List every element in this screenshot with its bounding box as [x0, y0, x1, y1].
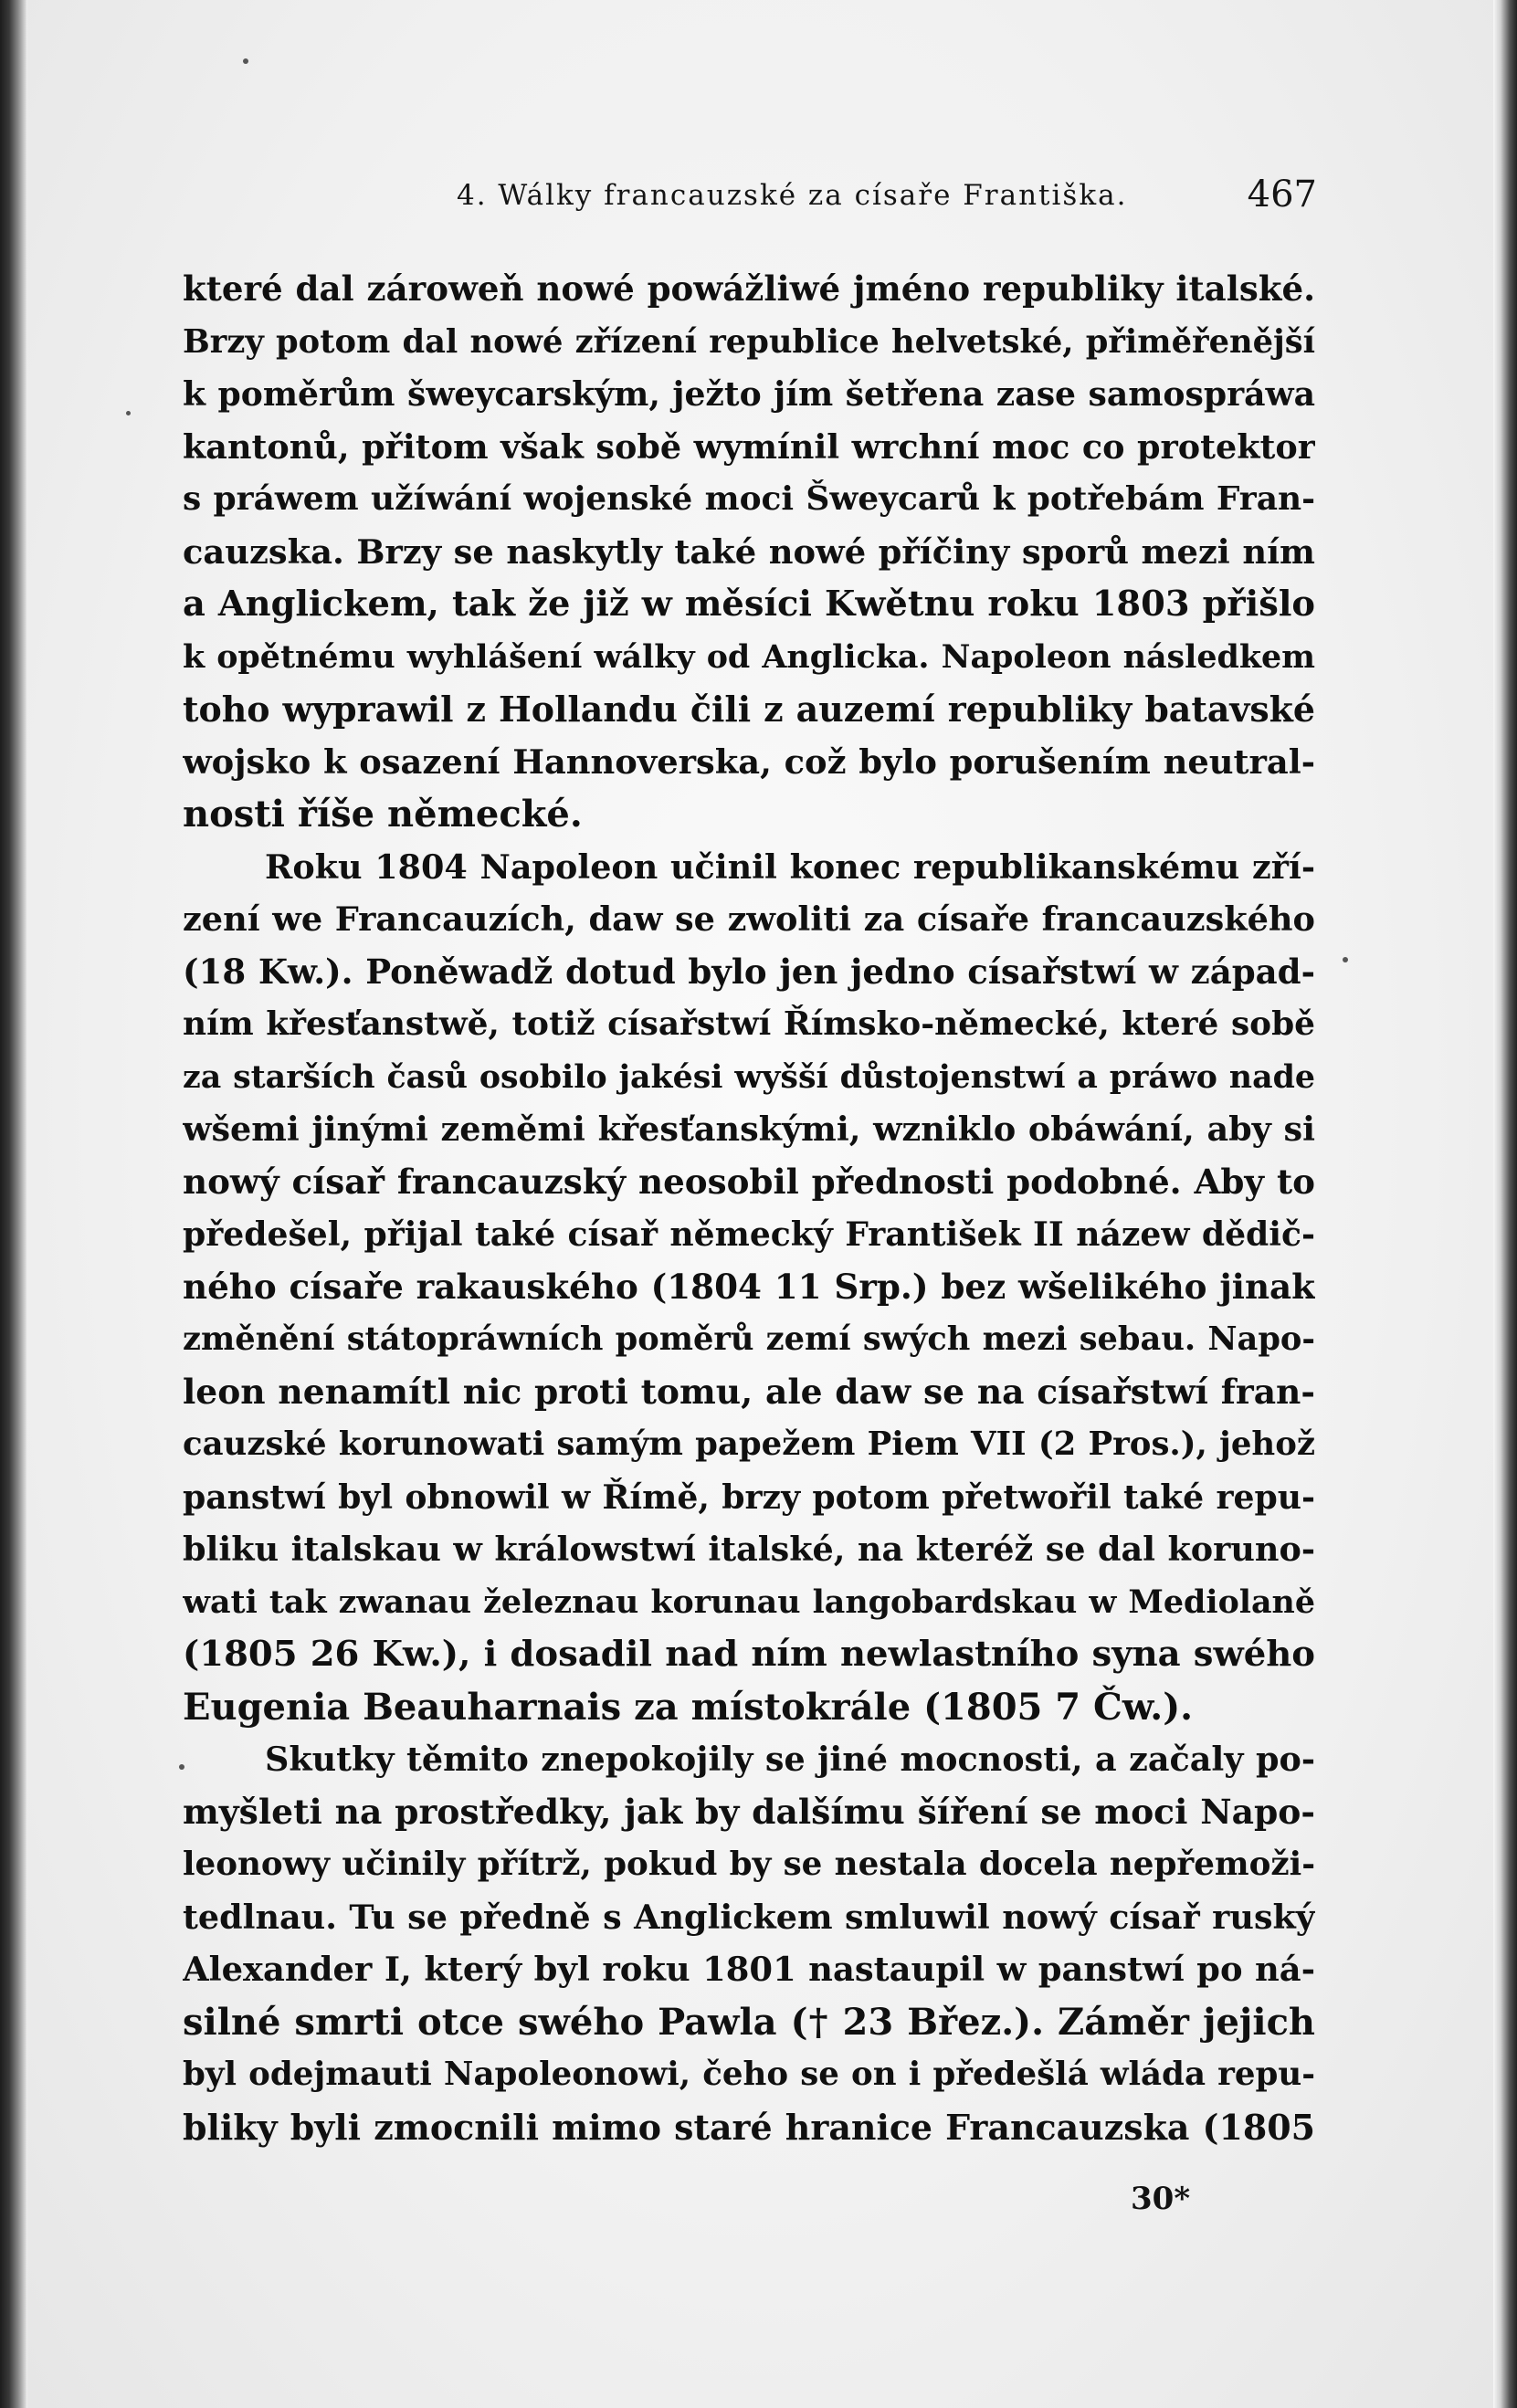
text-line: wati tak zwanau železnau korunau langobardskau w Mediolaně: [183, 1583, 1315, 1621]
running-head: 4. Wálky francauzské za císaře Františka.: [457, 179, 1128, 212]
text-line: nowý císař francauzský neosobil přednosti podobné. Aby to: [183, 1161, 1315, 1202]
text-line: tedlnau. Tu se předně s Anglickem smluwil nowý císař ruský: [183, 1897, 1315, 1937]
scan-speck: [243, 58, 248, 64]
scan-speck: [126, 411, 131, 415]
text-line: ného císaře rakauského (1804 11 Srp.) bez wšelikého jinak: [183, 1266, 1315, 1307]
page-header: [183, 174, 1317, 234]
text-line: ním křesťanstwě, totiž císařstwí Římsko-německé, které sobě: [183, 1004, 1315, 1043]
text-line: předešel, přijal také císař německý František II názew dědič-: [183, 1215, 1315, 1254]
scan-edge-left: [0, 0, 27, 2408]
text-line: wšemi jinými zeměmi křesťanskými, wzniklo obáwání, aby si: [183, 1109, 1315, 1149]
scan-speck: [179, 1764, 184, 1770]
text-line: kantonů, přitom však sobě wymínil wrchní moc co protektor: [183, 426, 1315, 467]
text-line: k opětnému wyhlášení wálky od Anglicka. Napoleon následkem: [183, 637, 1315, 676]
text-line: Alexander I, který byl roku 1801 nastaupil w panstwí po ná-: [183, 1949, 1315, 1989]
text-line: zení we Francauzích, daw se zwoliti za císaře francauzského: [183, 899, 1315, 939]
text-line: k poměrům šweycarským, ježto jím šetřena zase samospráwa: [183, 374, 1315, 414]
text-line: za starších časů osobilo jakési wyšší důstojenstwí a práwo nade: [183, 1057, 1315, 1096]
signature-mark: 30*: [1131, 2181, 1191, 2217]
text-line: cauzské korunowati samým papežem Piem VII (2 Pros.), jehož: [183, 1425, 1315, 1463]
text-line: nosti říše německé.: [183, 793, 583, 836]
text-line: leon nenamítl nic proti tomu, ale daw se na císařstwí fran-: [183, 1371, 1315, 1412]
text-line: silné smrti otce swého Pawla († 23 Břez.). Záměr jejich: [183, 2000, 1315, 2044]
text-line: leonowy učinily přítrž, pokud by se nestala docela nepřemoži-: [183, 1845, 1315, 1883]
text-line: změnění státopráwních poměrů zemí swých mezi sebau. Napo-: [183, 1320, 1315, 1358]
scan-speck: [1343, 957, 1348, 962]
text-line: bliku italskau w králowstwí italské, na kteréž se dal koruno-: [183, 1530, 1315, 1569]
text-line: panstwí byl obnowil w Římě, brzy potom přetwořil také repu-: [183, 1477, 1315, 1517]
page-number: 467: [1247, 174, 1317, 216]
text-line: Eugenia Beauharnais za místokrále (1805 7 Čw.).: [183, 1685, 1194, 1729]
scan-edge-right: [1493, 0, 1517, 2408]
text-line: s práwem užíwání wojenské moci Šweycarů k potřebám Fran-: [183, 479, 1315, 518]
text-line: wojsko k osazení Hannoverska, což bylo porušením neutral-: [183, 741, 1315, 782]
text-line: Brzy potom dal nowé zřízení republice helvetské, přiměřenější: [183, 322, 1315, 361]
text-line: které dal zároweň nowé powážliwé jméno republiky italské.: [183, 268, 1315, 309]
text-line: a Anglickem, tak že již w měsíci Kwětnu roku 1803 přišlo: [183, 584, 1315, 625]
text-line: Skutky těmito znepokojily se jiné mocnosti, a začaly po-: [265, 1740, 1315, 1779]
text-line: (1805 26 Kw.), i dosadil nad ním newlastního syna swého: [183, 1634, 1315, 1675]
text-line: Roku 1804 Napoleon učinil konec republikanskému zří-: [265, 846, 1315, 887]
text-line: byl odejmauti Napoleonowi, čeho se on i předešlá wláda repu-: [183, 2056, 1315, 2093]
body-text: [183, 263, 1315, 2153]
text-line: cauzska. Brzy se naskytly také nowé příčiny sporů mezi ním: [183, 531, 1315, 572]
text-line: (18 Kw.). Poněwadž dotud bylo jen jedno císařstwí w západ-: [183, 951, 1315, 992]
book-page: [27, 0, 1493, 2408]
text-line: myšleti na prostředky, jak by dalšímu šíření se moci Napo-: [183, 1791, 1315, 1832]
text-line: toho wyprawil z Hollandu čili z auzemí republiky batavské: [183, 689, 1315, 730]
text-line: bliky byli zmocnili mimo staré hranice Francauzska (1805: [183, 2106, 1315, 2148]
